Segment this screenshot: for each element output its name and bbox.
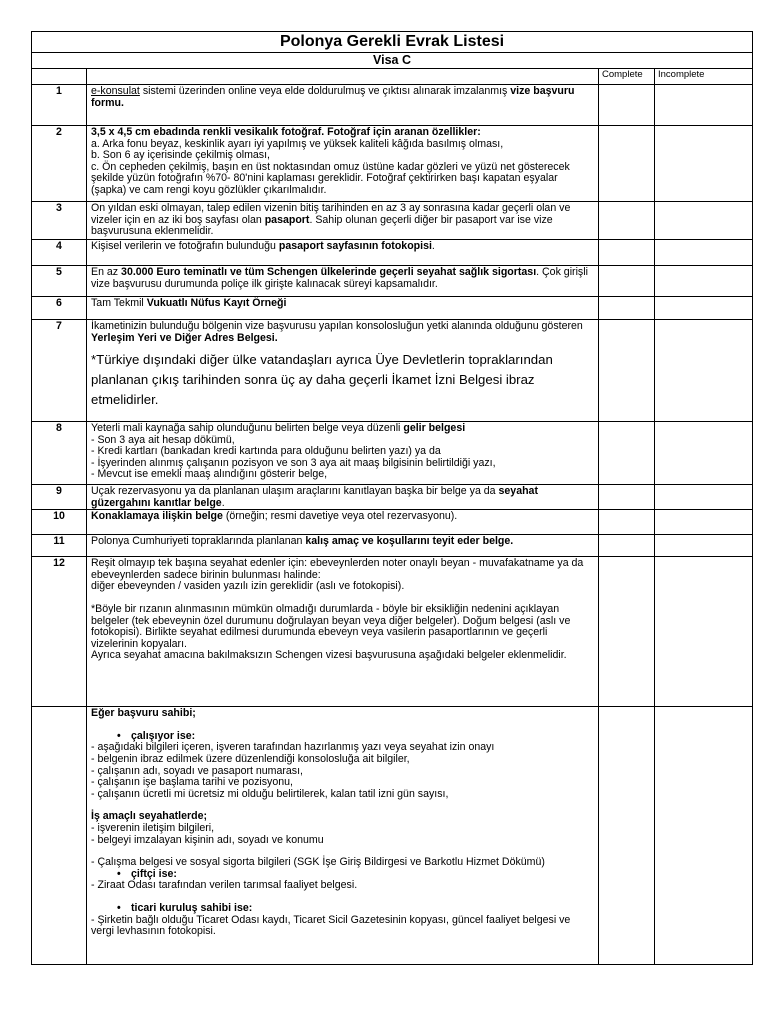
bullet-label: çiftçi ise: — [131, 867, 177, 880]
item-text-part: Polonya Cumhuriyeti topraklarında planlanan — [91, 535, 306, 548]
page-title: Polonya Gerekli Evrak Listesi — [32, 32, 753, 53]
checklist-row — [32, 510, 753, 535]
item-text-bold: 30.000 Euro teminatlı ve tüm Schengen ülkelerinde geçerli seyahat sağlık sigortası — [121, 266, 537, 278]
incomplete-checkbox-cell[interactable] — [655, 510, 753, 535]
checklist-row — [32, 240, 753, 266]
complete-checkbox-cell[interactable] — [599, 707, 655, 965]
item-text-bold: Konaklamaya ilişkin belge — [91, 510, 223, 523]
item-text-line: *Böyle bir rızanın alınmasının mümkün olmadığı durumlarda - böyle bir eksikliğin nedenini açıklayan belgeler (tek ebeveynin özel durumunu doğrulayan beyan veya diğer belgeler). Doğum belgesi (aslı ve fotokopisi). Birlikte seyahat edilmesi durumunda ebeveyn veya vasilerin pasaportlarının ve geçerli vizelerinin kopyaları. — [91, 602, 571, 650]
incomplete-checkbox-cell[interactable] — [655, 126, 753, 202]
complete-column-header: Complete — [599, 69, 655, 85]
item-text-bold: vize başvuru formu. — [91, 85, 575, 109]
item-text-line: - Kredi kartları (bankadan kredi kartında para olduğunu belirten yazı) ya da — [91, 445, 441, 458]
header-text-cell — [87, 69, 599, 85]
incomplete-checkbox-cell[interactable] — [655, 202, 753, 240]
item-text-line: - çalışanın adı, soyadı ve pasaport numarası, — [91, 764, 303, 777]
complete-checkbox-cell[interactable] — [599, 485, 655, 510]
checklist-row — [32, 557, 753, 707]
item-text-line: - Ziraat Odası tarafından verilen tarımsal faaliyet belgesi. — [91, 879, 358, 892]
item-number: 9 — [32, 485, 87, 510]
item-number: 3 — [32, 202, 87, 240]
column-header-row — [32, 69, 753, 85]
item-text-part: Kişisel verilerin ve fotoğrafın bulunduğu — [91, 240, 279, 252]
item-text — [87, 266, 599, 297]
item-text-part: . Sahip olunan geçerli diğer bir pasaport var ise vize başvurusuna eklenmelidir. — [91, 213, 553, 238]
e-konsulat-link[interactable]: e-konsulat — [91, 85, 140, 97]
incomplete-checkbox-cell[interactable] — [655, 535, 753, 557]
incomplete-checkbox-cell[interactable] — [655, 707, 753, 965]
incomplete-checkbox-cell[interactable] — [655, 557, 753, 707]
incomplete-checkbox-cell[interactable] — [655, 266, 753, 297]
item-number: 1 — [32, 85, 87, 126]
item-text-part: On yıldan eski olmayan, talep edilen vizenin bitiş tarihinden en az 3 ay sonrasına kadar geçerli olan ve vizeler için en az iki boş sayfası olan — [91, 202, 571, 226]
item-text-bold: Vukuatlı Nüfus Kayıt Örneği — [146, 297, 287, 309]
item-text-line: - aşağıdaki bilgileri içeren, işveren tarafından hazırlanmış yazı veya seyahat izin onayı — [91, 741, 495, 754]
checklist-row — [32, 422, 753, 485]
incomplete-column-header: Incomplete — [655, 69, 753, 85]
item-text — [87, 422, 599, 485]
checklist-row — [32, 266, 753, 297]
item-text-part: . — [431, 240, 435, 252]
item-text-bold: Yerleşim Yeri ve Diğer Adres Belgesi. — [91, 331, 278, 344]
item-text-part: Yeterli mali kaynağa sahip olunduğunu belirten belge veya düzenli — [91, 422, 404, 434]
item-text-part: sistemi üzerinden online veya elde doldurulmuş ve çıktısı alınarak imzalanmış — [139, 85, 511, 97]
complete-checkbox-cell[interactable] — [599, 535, 655, 557]
item-text-part: Tam Tekmil — [91, 297, 147, 309]
incomplete-checkbox-cell[interactable] — [655, 485, 753, 510]
item-text — [87, 485, 599, 510]
complete-checkbox-cell[interactable] — [599, 557, 655, 707]
item-number: 7 — [32, 320, 87, 422]
applicant-heading: Eğer başvuru sahibi; — [91, 707, 196, 720]
item-text-part: İkametinizin bulunduğu bölgenin vize başvurusu yapılan konsolosluğun yetki alanında olduğunu gösteren — [91, 320, 583, 332]
complete-checkbox-cell[interactable] — [599, 126, 655, 202]
item-text-bold: seyahat güzergahını kanıtlar belge — [91, 485, 538, 509]
bullet-icon: • — [117, 729, 121, 742]
item-text — [87, 240, 599, 266]
item-text-line: - çalışanın ücretli mi ücretsiz mi olduğu belirtilerek, kalan tatil izni gün sayısı, — [91, 787, 449, 800]
item-number: 10 — [32, 510, 87, 535]
item-text-part: (örneğin; resmi davetiye veya otel rezervasyonu). — [222, 510, 458, 523]
bullet-trade — [91, 903, 595, 915]
item-text-line: - belgenin ibraz edilmek üzere düzenlendiği konsolosluğa ait bilgiler, — [91, 752, 410, 765]
item-number: 4 — [32, 240, 87, 266]
complete-checkbox-cell[interactable] — [599, 240, 655, 266]
complete-checkbox-cell[interactable] — [599, 510, 655, 535]
checklist-row — [32, 320, 753, 422]
item-text — [87, 85, 599, 126]
item-number: 6 — [32, 297, 87, 320]
complete-checkbox-cell[interactable] — [599, 297, 655, 320]
checklist-row — [32, 202, 753, 240]
item-number: 2 — [32, 126, 87, 202]
checklist-row — [32, 126, 753, 202]
item-text-line: - Şirketin bağlı olduğu Ticaret Odası kaydı, Ticaret Sicil Gazetesinin kopyası, güncel faaliyet belgesi ve vergi levhasının fotokopisi. — [91, 913, 571, 938]
complete-checkbox-cell[interactable] — [599, 422, 655, 485]
item-text — [87, 297, 599, 320]
page-subtitle: Visa C — [32, 53, 753, 69]
item-text — [87, 510, 599, 535]
checklist-row — [32, 485, 753, 510]
incomplete-checkbox-cell[interactable] — [655, 240, 753, 266]
item-text-line: b. Son 6 ay içerisinde çekilmiş olması, — [91, 149, 270, 162]
complete-checkbox-cell[interactable] — [599, 202, 655, 240]
complete-checkbox-cell[interactable] — [599, 266, 655, 297]
item-text — [87, 126, 599, 202]
item-text-bold: 3,5 x 4,5 cm ebadında renkli vesikalık fotoğraf. Fotoğraf için aranan özellikler: — [91, 126, 481, 138]
item-text — [87, 320, 599, 422]
checklist-row — [32, 85, 753, 126]
checklist-row — [32, 297, 753, 320]
incomplete-checkbox-cell[interactable] — [655, 422, 753, 485]
item-text-line: - Çalışma belgesi ve sosyal sigorta bilgileri (SGK İşe Giriş Bildirgesi ve Barkotlu Hizmet Dökümü) — [91, 856, 545, 869]
item-number: 5 — [32, 266, 87, 297]
item-text-line: c. Ön cepheden çekilmiş, başın en üst noktasından omuz üstüne kadar gözleri ve yüzü net gösterecek şekilde yüzün fotoğrafın %70- 80'nini kaplaması gereklidir. Fotoğraf çektirirken başı kapatan eşyalar (şapka) ve cam rengi koyu gözlükler çıkarılmalıdır. — [91, 160, 570, 196]
item-text-line: - Mevcut ise emekli maaş alındığını gösterir belge, — [91, 468, 328, 481]
item-text-part: Uçak rezervasyonu ya da planlanan ulaşım araçlarını kanıtlayan başka bir belge ya da — [91, 485, 499, 497]
item-number — [32, 707, 87, 965]
item-text-line: - çalışanın işe başlama tarihi ve pozisyonu, — [91, 776, 293, 789]
complete-checkbox-cell[interactable] — [599, 85, 655, 126]
incomplete-checkbox-cell[interactable] — [655, 320, 753, 422]
item-number: 12 — [32, 557, 87, 707]
checklist-row — [32, 535, 753, 557]
item-text-line: - İşyerinden alınmış çalışanın pozisyon ve son 3 aya ait maaş bilgisinin belirtildiği yazı, — [91, 456, 496, 469]
document-checklist-table — [31, 31, 753, 965]
item-text-part: . Çok girişli vize başvurusu durumunda poliçe ilk girişte kalınacak süreyi kapsamalıdır. — [91, 266, 588, 290]
item-text-line: - belgeyi imzalayan kişinin adı, soyadı ve konumu — [91, 833, 324, 846]
item-text-bold: pasaport — [264, 213, 310, 226]
item-text-bold: kalış amaç ve koşullarını teyit eder belge. — [305, 535, 514, 548]
item-number: 8 — [32, 422, 87, 485]
header-no-cell — [32, 69, 87, 85]
incomplete-checkbox-cell[interactable] — [655, 85, 753, 126]
item-text-line: Reşit olmayıp tek başına seyahat edenler için: ebeveynlerden noter onaylı beyan - muvafakatname ya da ebeveynlerden sadece birinin bulunması halinde: — [91, 557, 584, 581]
bullet-label: çalışıyor ise: — [131, 729, 196, 742]
business-travel-heading: İş amaçlı seyahatlerde; — [91, 810, 208, 823]
bullet-label: ticari kuruluş sahibi ise: — [131, 901, 253, 914]
item-text — [87, 557, 599, 707]
item-text-line: - işverenin iletişim bilgileri, — [91, 821, 215, 834]
item-number: 11 — [32, 535, 87, 557]
item-text-part: . — [221, 496, 225, 509]
item-text — [87, 535, 599, 557]
item-text-line: - Son 3 aya ait hesap dökümü, — [91, 433, 235, 446]
item-text-line: diğer ebeveynden / vasiden yazılı izin gereklidir (aslı ve fotokopisi). — [91, 580, 405, 593]
item-text-line: a. Arka fonu beyaz, keskinlik ayarı iyi yapılmış ve yüksek kaliteli kâğıda basılmış olması, — [91, 137, 504, 150]
checklist-row — [32, 707, 753, 965]
complete-checkbox-cell[interactable] — [599, 320, 655, 422]
item-text-bold: pasaport sayfasının fotokopisi — [278, 240, 432, 252]
incomplete-checkbox-cell[interactable] — [655, 297, 753, 320]
bullet-icon: • — [117, 901, 121, 914]
item-text-part: En az — [91, 266, 122, 278]
item-text — [87, 707, 599, 965]
item-text — [87, 202, 599, 240]
item-text-bold: gelir belgesi — [403, 422, 466, 434]
foreigner-note: *Türkiye dışındaki diğer ülke vatandaşları ayrıca Üye Devletlerin topraklarından planlanan çıkış tarihinden sonra üç ay daha geçerli İkamet İzni Belgesi ibraz etmelidirler. — [91, 352, 553, 408]
bullet-icon: • — [117, 867, 121, 880]
item-text-line: Ayrıca seyahat amacına bakılmaksızın Schengen vizesi başvurusuna aşağıdaki belgeler eklenmelidir. — [91, 649, 567, 662]
